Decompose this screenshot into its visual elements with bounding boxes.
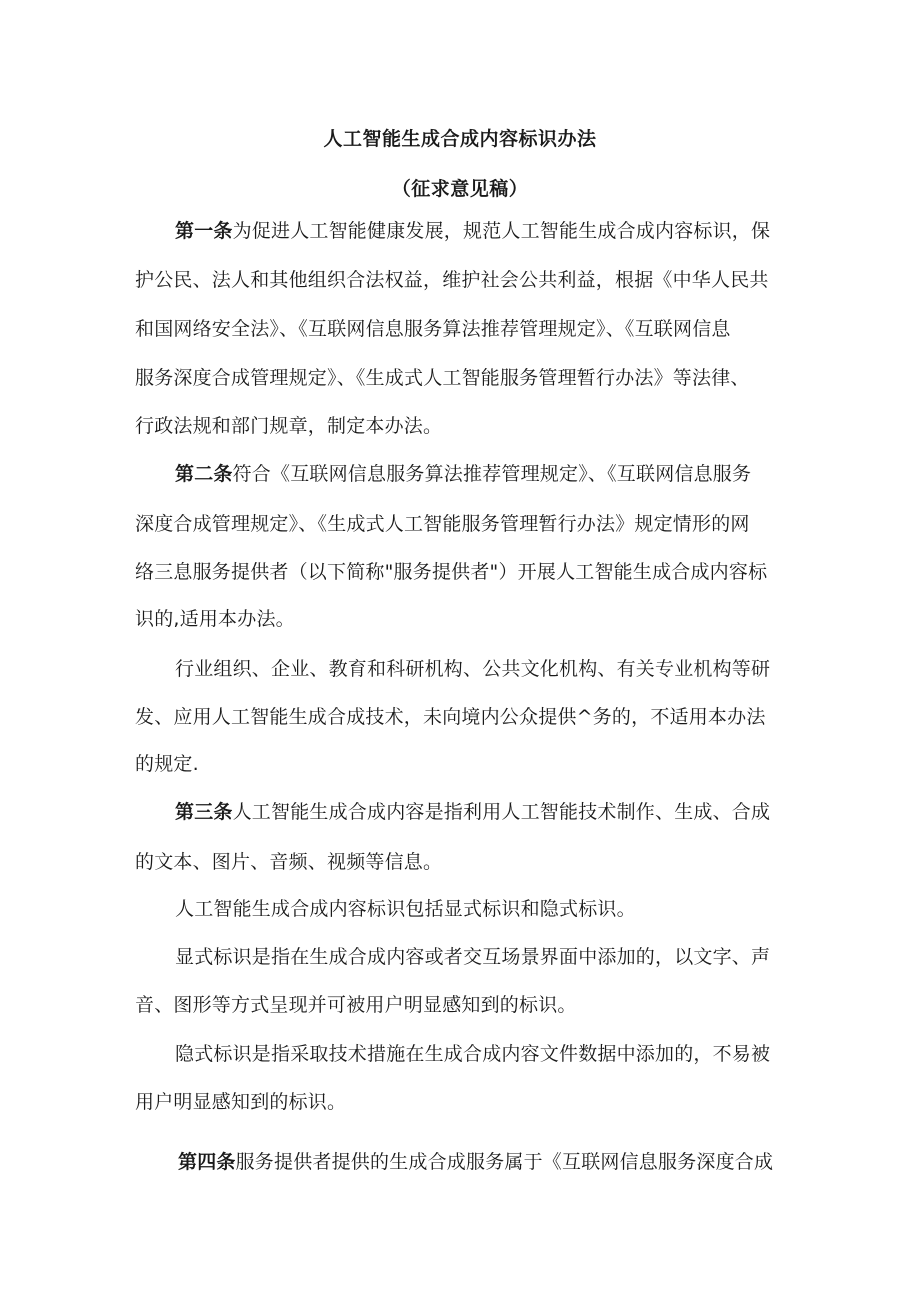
article-2-p2-line-2: 发、应用人工智能生成合成技术，未向境内公众提供^务的，不适用本办法 <box>135 706 766 728</box>
article-1-line-5: 行政法规和部门规章，制定本办法。 <box>135 415 443 437</box>
article-4-line-1 <box>178 1150 795 1174</box>
article-2-line-3: 络三息服务提供者（以下简称"服务提供者"）开展人工智能生成合成内容标 <box>135 561 768 583</box>
article-4-text: 服务提供者提供的生成合成服务属于《互联网信息服务深度合成 <box>235 1151 774 1173</box>
article-3-label: 第三条 <box>175 801 233 823</box>
article-4-label: 第四条 <box>178 1151 236 1173</box>
article-3-p3-line-2: 音、图形等方式呈现并可被用户明显感知到的标识。 <box>135 994 577 1016</box>
article-2-p2-line-1: 行业组织、企业、教育和科研机构、公共文化机构、有关专业机构等研 <box>175 658 771 680</box>
article-3-p2-line-1: 人工智能生成合成内容标识包括显式标识和隐式标识。 <box>175 898 636 920</box>
article-2-p2-line-3: 的规定. <box>135 753 199 775</box>
article-2-label: 第二条 <box>175 463 233 485</box>
article-1-line-1 <box>175 219 795 243</box>
article-1-text: 为促进人工智能健康发展，规范人工智能生成合成内容标识，保 <box>232 220 771 242</box>
article-3-line-2: 的文本、图片、音频、视频等信息。 <box>135 851 443 873</box>
article-3-p3-line-1: 显式标识是指在生成合成内容或者交互场景界面中添加的，以文字、声 <box>175 946 771 968</box>
document-title: 人工智能生成合成内容标识办法 <box>323 128 597 150</box>
article-2-text: 符合《互联网信息服务算法推荐管理规定》、《互联网信息服务 <box>232 463 752 485</box>
document-subtitle: （征求意见稿） <box>391 178 529 200</box>
article-3-p4-line-1: 隐式标识是指采取技术措施在生成合成内容文件数据中添加的，不易被 <box>175 1043 771 1065</box>
article-3-text: 人工智能生成合成内容是指利用人工智能技术制作、生成、合成 <box>232 801 771 823</box>
article-1-line-3: 和国网络安全法》、《互联网信息服务算法推荐管理规定》、《互联网信息 <box>135 318 731 340</box>
article-1-line-4: 服务深度合成管理规定》、《生成式人工智能服务管理暂行办法》等法律、 <box>135 367 750 389</box>
article-1-label: 第一条 <box>175 220 233 242</box>
article-2-line-2: 深度合成管理规定》、《生成式人工智能服务管理暂行办法》规定情形的网 <box>135 513 750 535</box>
article-2-line-1 <box>175 462 795 486</box>
article-3-line-1 <box>175 800 795 824</box>
article-3-p4-line-2: 用户明显感知到的标识。 <box>135 1091 347 1113</box>
article-1-line-2: 护公民、法人和其他组织合法权益，维护社会公共利益，根据《中华人民共 <box>135 269 769 291</box>
article-2-line-4: 识的,适用本办法。 <box>135 608 295 630</box>
